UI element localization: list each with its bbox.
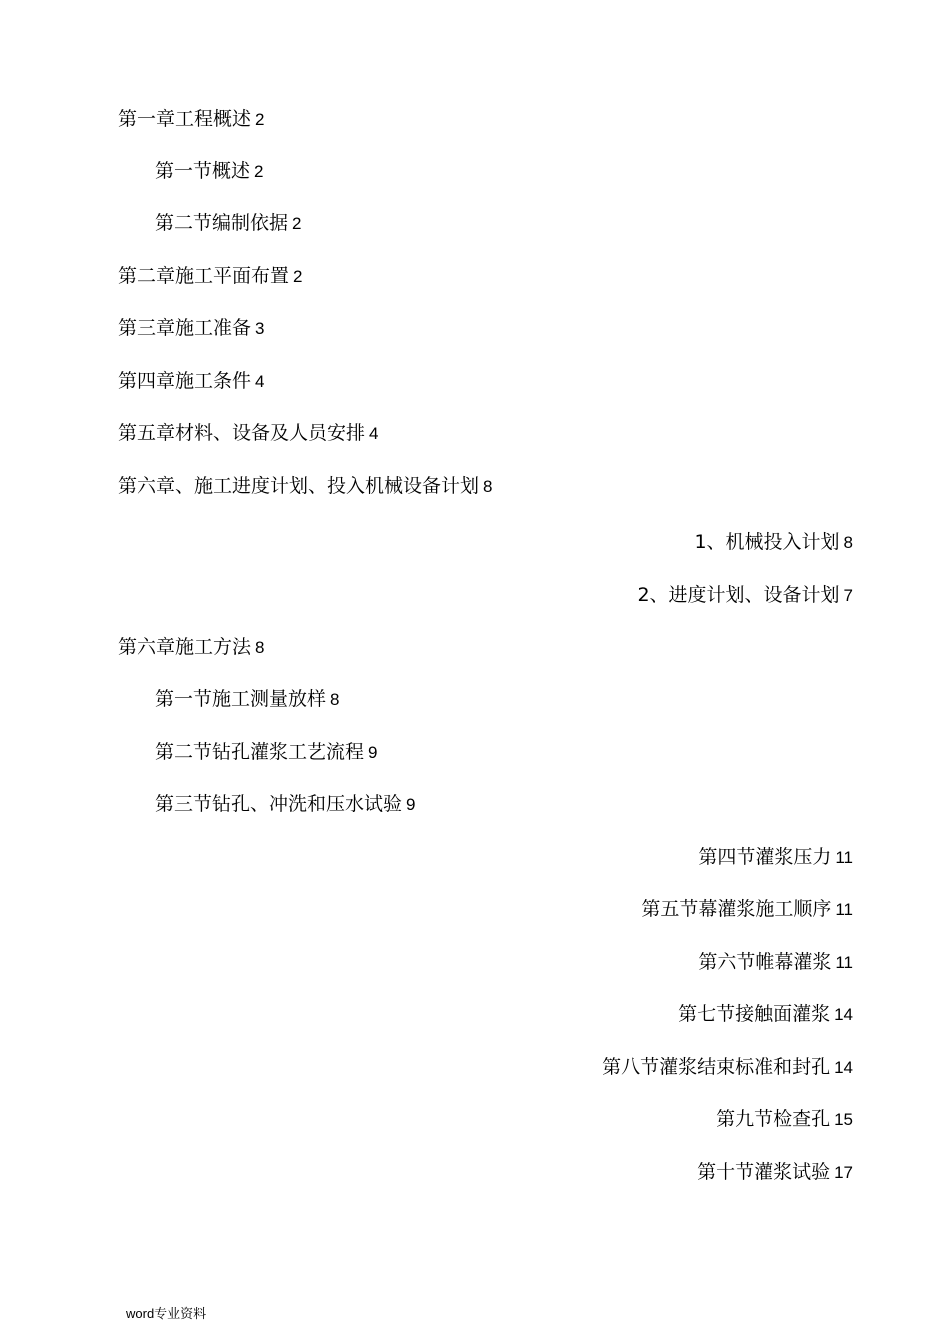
page-footer: word专业资料	[126, 1306, 207, 1321]
toc-entry-section-1-2[interactable]	[155, 210, 301, 237]
toc-entry-chapter-6a[interactable]	[118, 473, 492, 500]
toc-entry-title: 第四节灌浆压力	[698, 846, 832, 868]
toc-entry-page: 8	[843, 533, 853, 552]
toc-entry-title: 第八节灌浆结束标准和封孔	[602, 1056, 831, 1078]
toc-entry-page: 3	[255, 319, 265, 338]
toc-entry-section-6-1[interactable]	[155, 686, 339, 713]
toc-entry-page: 11	[835, 953, 853, 972]
toc-entry-page: 11	[835, 848, 853, 867]
toc-entry-title: 第五节幕灌浆施工顺序	[641, 898, 832, 920]
toc-entry-title: 第二节编制依据	[155, 212, 289, 234]
toc-entry-item-6-1[interactable]	[694, 529, 853, 556]
toc-entry-page: 8	[255, 638, 265, 657]
toc-entry-section-1-1[interactable]	[155, 158, 263, 185]
toc-entry-title: 第六章施工方法	[118, 636, 252, 658]
toc-entry-page: 14	[834, 1058, 853, 1077]
toc-entry-section-6-9[interactable]	[716, 1106, 853, 1133]
toc-entry-chapter-2[interactable]	[118, 263, 302, 290]
toc-entry-title: 第七节接触面灌浆	[678, 1003, 831, 1025]
toc-entry-section-6-4[interactable]	[698, 844, 853, 871]
toc-entry-page: 2	[255, 110, 265, 129]
toc-entry-section-6-8[interactable]	[602, 1054, 853, 1081]
toc-entry-title: 第四章施工条件	[118, 370, 252, 392]
toc-entry-title: 1、机械投入计划	[694, 531, 840, 553]
toc-entry-page: 17	[834, 1163, 853, 1182]
toc-entry-chapter-5[interactable]	[118, 420, 378, 447]
toc-entry-section-6-6[interactable]	[698, 949, 853, 976]
toc-entry-page: 8	[483, 477, 493, 496]
toc-entry-item-6-2[interactable]	[637, 582, 853, 609]
toc-entry-page: 2	[292, 214, 302, 233]
toc-entry-title: 第六节帷幕灌浆	[698, 951, 832, 973]
toc-entry-page: 15	[834, 1110, 853, 1129]
toc-entry-chapter-6b[interactable]	[118, 634, 264, 661]
toc-entry-page: 11	[835, 900, 853, 919]
toc-entry-title: 第五章材料、设备及人员安排	[118, 422, 366, 444]
toc-entry-page: 4	[369, 424, 379, 443]
toc-entry-title: 第一节施工测量放样	[155, 688, 327, 710]
toc-entry-title: 第九节检查孔	[716, 1108, 831, 1130]
toc-entry-page: 4	[255, 372, 265, 391]
toc-entry-title: 第三节钻孔、冲洗和压水试验	[155, 793, 403, 815]
toc-entry-title: 第二节钻孔灌浆工艺流程	[155, 741, 365, 763]
toc-entry-chapter-3[interactable]	[118, 315, 264, 342]
toc-entry-section-6-3[interactable]	[155, 791, 415, 818]
toc-entry-chapter-4[interactable]	[118, 368, 264, 395]
toc-entry-page: 2	[293, 267, 303, 286]
toc-entry-page: 9	[368, 743, 378, 762]
toc-entry-section-6-5[interactable]	[641, 896, 853, 923]
toc-entry-title: 第二章施工平面布置	[118, 265, 290, 287]
toc-entry-title: 第一章工程概述	[118, 108, 252, 130]
toc-entry-title: 第六章、施工进度计划、投入机械设备计划	[118, 475, 480, 497]
toc-entry-title: 2、进度计划、设备计划	[637, 584, 840, 606]
toc-entry-page: 8	[330, 690, 340, 709]
toc-entry-page: 14	[834, 1005, 853, 1024]
toc-entry-section-6-2[interactable]	[155, 739, 377, 766]
toc-entry-page: 9	[406, 795, 416, 814]
toc-entry-page: 2	[254, 162, 264, 181]
toc-entry-chapter-1[interactable]	[118, 106, 264, 133]
toc-entry-section-6-7[interactable]	[678, 1001, 853, 1028]
toc-entry-title: 第十节灌浆试验	[697, 1161, 831, 1183]
toc-entry-section-6-10[interactable]	[697, 1159, 853, 1186]
toc-entry-title: 第三章施工准备	[118, 317, 252, 339]
toc-entry-title: 第一节概述	[155, 160, 251, 182]
toc-entry-page: 7	[843, 586, 853, 605]
